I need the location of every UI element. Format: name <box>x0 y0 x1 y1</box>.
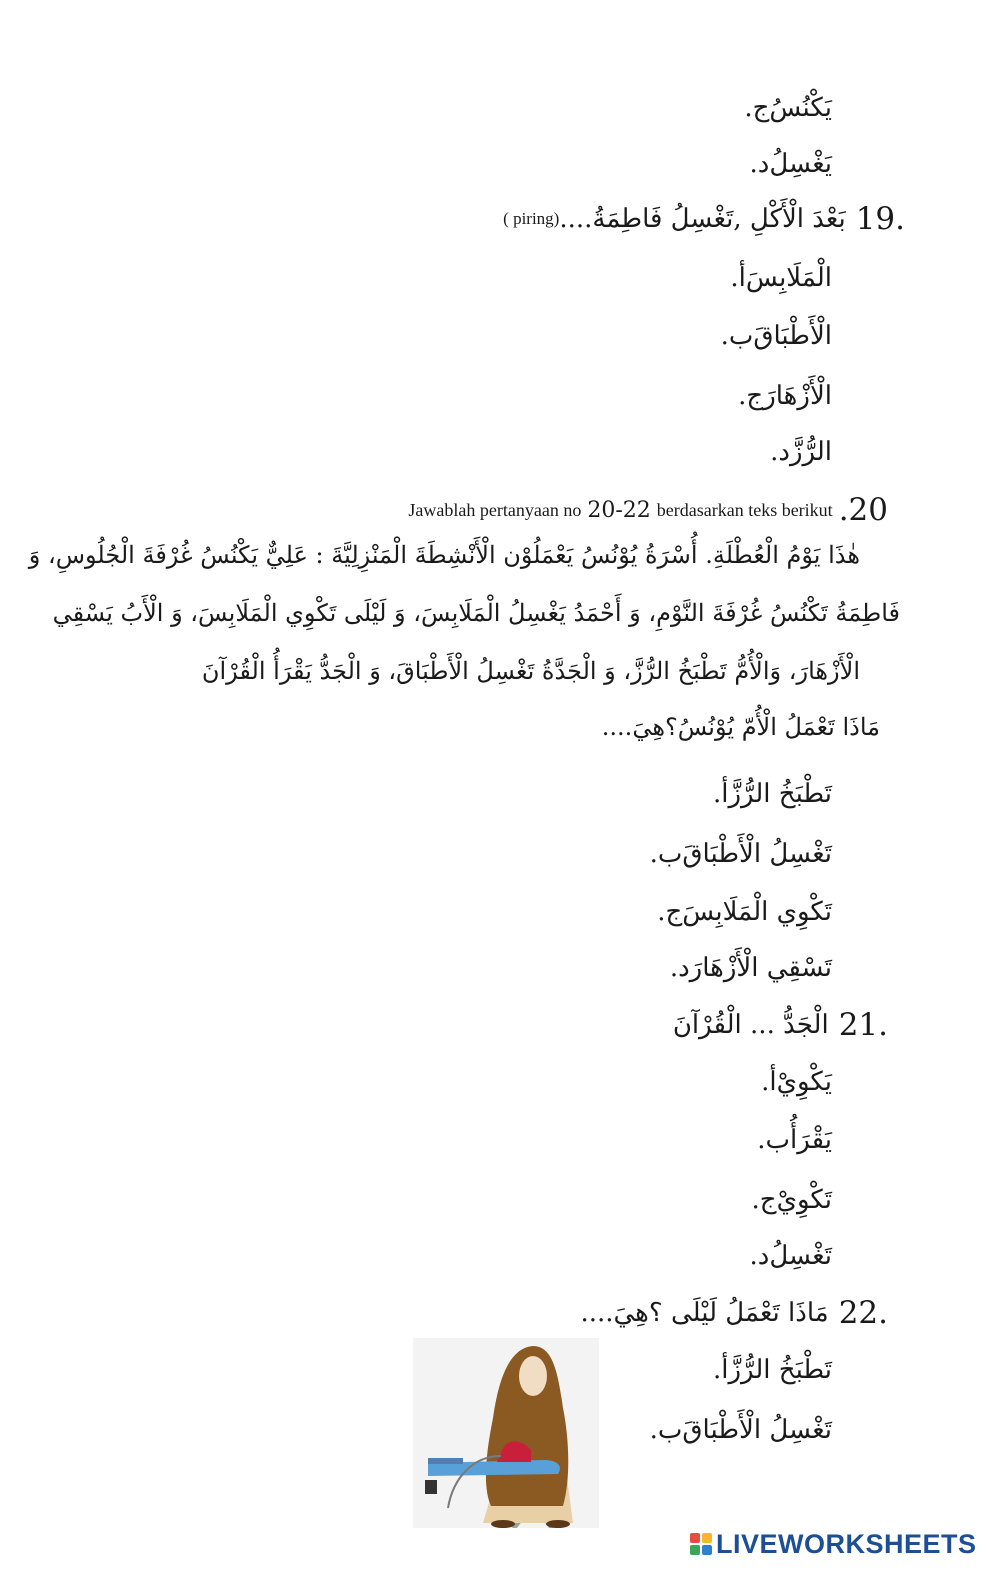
question-number: .20 <box>838 492 888 528</box>
q21-option-d[interactable] <box>727 1236 850 1276</box>
q19-option-a[interactable] <box>704 258 850 298</box>
option-letter: ج. <box>751 1185 777 1215</box>
option-text: تَطْبَخُ الرُّزَّ <box>728 779 832 809</box>
option-text: تَغْسِلُ <box>769 1241 832 1271</box>
option-letter: د. <box>749 1241 770 1271</box>
option-text: الْأَزْهَارَ <box>763 381 832 411</box>
q19-option-d[interactable] <box>748 432 850 472</box>
option-letter: د. <box>749 149 770 179</box>
question-stem: بَعْدَ الْأَكْلِ ,تَغْسِلُ فَاطِمَةُ.... <box>559 204 846 234</box>
question-number: 19. <box>855 201 905 237</box>
question-number: 21. <box>838 1007 888 1043</box>
option-text: الرُّزَّ <box>789 437 832 467</box>
woman-ironing-illustration <box>413 1338 599 1528</box>
q20-option-a[interactable] <box>686 774 850 814</box>
option-letter: د. <box>669 953 690 983</box>
option-text: يَكْنُسُ <box>769 93 832 123</box>
option-text: تَكْوِي الْمَلَابِسَ <box>682 897 832 927</box>
question-19 <box>503 195 905 243</box>
question-number: 22. <box>838 1295 888 1331</box>
q20-option-b[interactable] <box>640 834 850 874</box>
option-letter: ب. <box>720 321 754 351</box>
option-letter: ب. <box>649 839 683 869</box>
q22-option-a[interactable] <box>686 1350 850 1390</box>
reading-passage <box>28 526 900 700</box>
passage-line: الْأَزْهَارَ، وَالْأُمُّ تَطْبَخُ الرُّزَّ، وَ الْجَدَّةُ تَغْسِلُ الْأَطْبَاقَ، وَ الْجَدُّ يَقْرَأُ الْقُرْآنَ <box>201 657 860 685</box>
q19-option-c[interactable] <box>721 376 850 416</box>
question-stem: الْجَدُّ ... الْقُرْآنَ <box>672 1010 829 1040</box>
q20-option-d[interactable] <box>648 948 850 988</box>
q21-option-c[interactable] <box>735 1180 850 1220</box>
liveworksheets-logo <box>690 1529 977 1559</box>
option-text: تَغْسِلُ الْأَطْبَاقَ <box>682 839 832 869</box>
option-letter: أ. <box>712 779 729 809</box>
option-text: يَغْسِلُ <box>769 149 832 179</box>
option-text: تَسْقِي الْأَزْهَارَ <box>689 953 832 983</box>
q21-option-b[interactable] <box>748 1120 850 1160</box>
option-letter: ج. <box>657 897 683 927</box>
option-text: يَكْوِيْ <box>776 1067 832 1097</box>
option-text: الْمَلَابِسَ <box>745 263 832 293</box>
passage-line: فَاطِمَةُ تَكْنُسُ غُرْفَةَ النَّوْمِ، وَ أَحْمَدُ يَغْسِلُ الْمَلَابِسَ، وَ لَيْلَى تَكْوِي الْمَلَابِسَ، وَ الْأَبُ يَسْقِي <box>52 599 900 627</box>
question-hint: ( piring) <box>503 209 560 228</box>
question-20-prompt: مَاذَا تَعْمَلُ الْأُمّ يُوْنُسُ؟هِيَ.... <box>601 713 880 741</box>
option-letter: ب. <box>757 1125 791 1155</box>
instruction-pre: Jawablah pertanyaan no <box>408 499 582 520</box>
instruction-range: 20-22 <box>587 497 651 523</box>
question-22 <box>580 1289 888 1337</box>
option-letter: د. <box>770 437 790 467</box>
logo-text: LIVEWORKSHEETS <box>716 1528 977 1559</box>
option-letter: أ. <box>730 263 746 293</box>
liveworksheets-logo-icon <box>690 1533 712 1555</box>
question-21 <box>673 1001 888 1049</box>
option-text: تَكْوِيْ <box>776 1185 832 1215</box>
option-text: يَقْرَأُ <box>790 1125 832 1155</box>
question-stem: مَاذَا تَعْمَلُ لَيْلَى ؟هِيَ.... <box>580 1298 829 1328</box>
option-text: تَغْسِلُ الْأَطْبَاقَ <box>682 1415 832 1445</box>
q20-option-c[interactable] <box>640 892 850 932</box>
woman-ironing-icon <box>413 1338 599 1528</box>
instruction-post: berdasarkan teks berikut <box>656 499 833 520</box>
option-letter: ب. <box>649 1415 683 1445</box>
option-prev-d[interactable] <box>727 144 850 184</box>
q21-option-a[interactable] <box>735 1062 850 1102</box>
option-letter: أ. <box>761 1067 777 1097</box>
option-letter: ج. <box>744 93 770 123</box>
option-text: الْأَطْبَاقَ <box>753 321 832 351</box>
option-prev-j[interactable] <box>727 88 850 128</box>
passage-line: هٰذَا يَوْمُ الْعُطْلَةِ. أُسْرَةُ يُوْنُسُ يَعْمَلُوْن الْأَنْشِطَةَ الْمَنْزِلِيَّةَ : عَلِيٌّ يَكْنُسُ غُرْفَةَ الْجُلُوسِ، وَ <box>28 541 860 569</box>
q19-option-b[interactable] <box>711 316 850 356</box>
option-letter: أ. <box>712 1355 729 1385</box>
option-letter: ج. <box>738 381 764 411</box>
option-text: تَطْبَخُ الرُّزَّ <box>728 1355 832 1385</box>
q22-option-b[interactable] <box>640 1410 850 1450</box>
